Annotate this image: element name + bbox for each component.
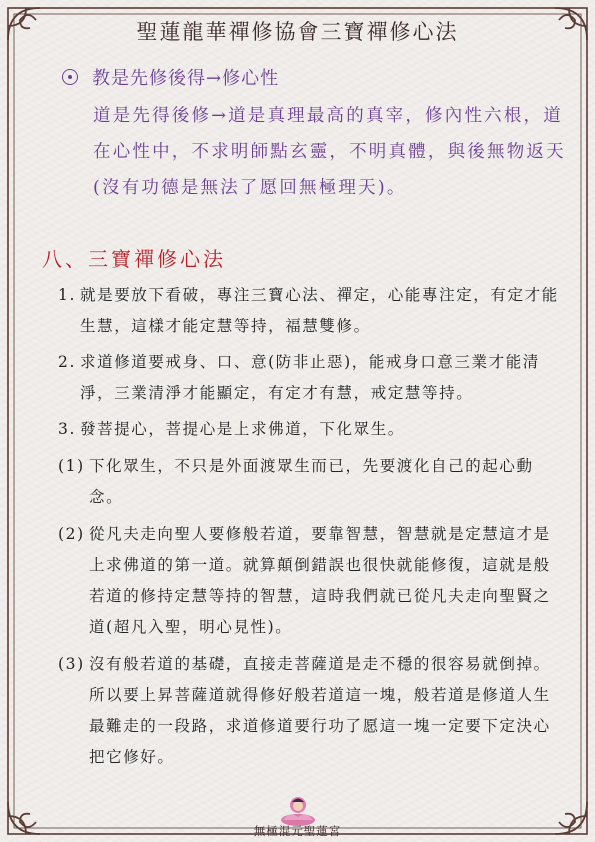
- list-item: [58, 347, 578, 409]
- lotus-figure-logo: [279, 793, 317, 827]
- intro-heading-row: [62, 62, 582, 92]
- list-item-number: 1.: [58, 286, 76, 304]
- sub-list-item-text: 沒有般若道的基礎，直接走菩薩道是走不穩的很容易就倒掉。所以要上昇菩薩道就得修好般若道這一塊，般若道是修道人生最難走的一段路，求道修道要行功了愿這一塊一定要下定決心把它修好。: [89, 655, 551, 766]
- sub-list-item-number: (3): [58, 655, 85, 673]
- intro-body: 道是先得後修→道是真理最高的真宰，修內性六根，道在心性中，不求明師點玄靈，不明真體，與後無物返天(沒有功德是無法了愿回無極理天)。: [93, 106, 566, 198]
- sub-list-item: [58, 451, 578, 513]
- list-item-number: 2.: [58, 353, 76, 371]
- sub-list-item: [58, 649, 578, 773]
- footer-text: 無極混元聖蓮宮: [253, 824, 342, 838]
- intro-block: [62, 62, 582, 206]
- footer: [0, 793, 595, 839]
- page-title: 聖蓮龍華禪修協會三寶禪修心法: [136, 20, 459, 44]
- list-item: [58, 280, 578, 342]
- list-item-text: 就是要放下看破，專注三寶心法、禪定，心能專注定，有定才能生慧，這樣才能定慧等持，福慧雙修。: [80, 286, 559, 335]
- circle-dot-icon: [62, 69, 78, 85]
- section-content: [58, 280, 578, 773]
- sub-list-item-number: (2): [58, 525, 85, 543]
- sub-list-item: [58, 519, 578, 643]
- sub-list-item-text: 從凡夫走向聖人要修般若道，要靠智慧，智慧就是定慧這才是上求佛道的第一道。就算顛倒錯誤也很快就能修復，這就是般若道的修持定慧等持的智慧，這時我們就已從凡夫走向聖賢之道(超凡入聖，明心見性)。: [89, 525, 551, 636]
- list-item-number: 3.: [58, 420, 76, 438]
- list-item: [58, 414, 578, 445]
- sub-list-item-number: (1): [58, 457, 85, 475]
- section-heading: 八、三寶禪修心法: [42, 247, 226, 271]
- list-item-text: 發菩提心，菩提心是上求佛道，下化眾生。: [80, 420, 405, 438]
- list-item-text: 求道修道要戒身、口、意(防非止惡)，能戒身口意三業才能清淨，三業清淨才能顯定，有定才有慧，戒定慧等持。: [80, 353, 540, 402]
- intro-heading: 教是先修後得→修心性: [92, 68, 280, 89]
- sub-list-item-text: 下化眾生，不只是外面渡眾生而已，先要渡化自己的起心動念。: [89, 457, 534, 506]
